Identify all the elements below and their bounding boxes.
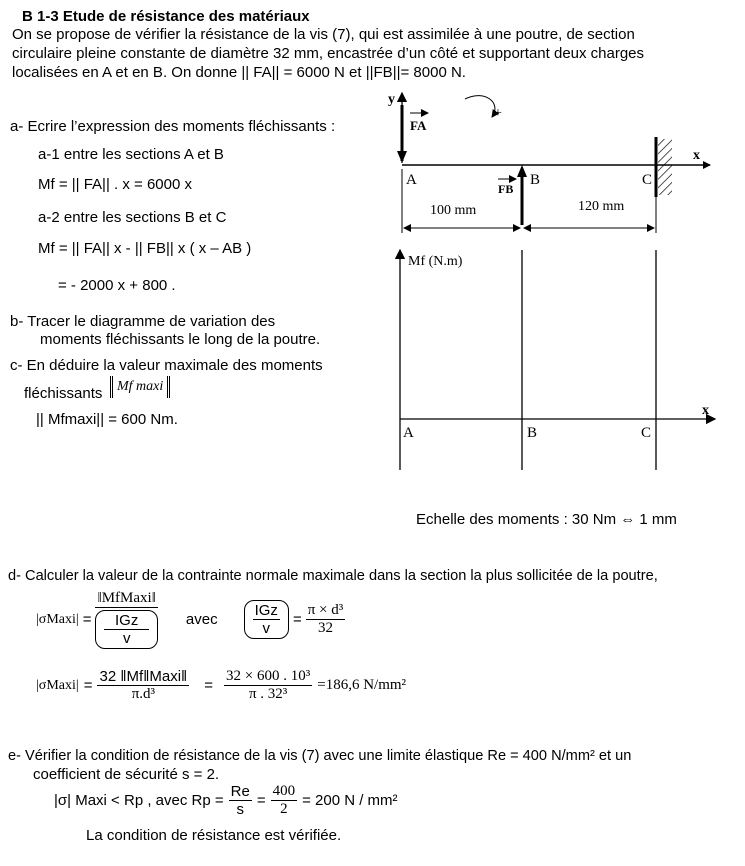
intro-line-3: localisées en A et en B. On donne || FA|| = 6000 N et ||FB||= 8000 N. [12,64,466,81]
part-d-statement: d- Calculer la valeur de la contrainte normale maximale dans la section la plus sollicitée de la poutre, [8,568,658,584]
moment-y-label: Mf (N.m) [408,254,463,269]
part-b-line-2: moments fléchissants le long de la poutre. [40,331,321,348]
moment-scale: Echelle des moments : 30 Nm ⇔ 1 mm [416,511,677,528]
moment-x-label: x [702,403,709,418]
beam-y-label: y [388,92,395,107]
numeric-fraction: $\frac{\text{32 × 600 . 10³}}{\text{π . 32³}}$ [226,668,311,702]
beam-point-b: B [530,172,541,188]
dim-ab-label: 100 mm [430,203,477,218]
part-d-formula-1: |σMaxi| = ‖MfMaxi‖ IGz v avec $\frac{\text{IGz}}{v}$ = $\frac{\text{π × d³}}{32}$ [36,590,344,647]
rotation-sign: + [494,106,502,121]
sigma-result: =186,6 N/mm² [317,677,407,693]
part-a2-formula: Mf = || FA|| x - || FB|| x ( x – AB ) [38,240,252,257]
beam-point-c: C [642,172,653,188]
force-b-label: FB [498,182,514,196]
part-e-formula: |σ| Maxi < Rp , avec Rp = $\frac{Re}{s}$ = $\frac{400}{2}$ = 200 N / mm² [54,783,398,818]
intro-line-1: On se propose de vérifier la résistance de la vis (7), qui est assimilée à une poutre, de section [12,26,635,43]
moment-point-b: B [527,425,538,441]
sigma-fraction: ‖MfMaxi‖ IGz v [97,590,156,647]
sigma-maxi: |σMaxi| [36,611,79,627]
moment-point-a: A [403,425,414,441]
beam-diagram [370,85,735,245]
dim-bc-label: 120 mm [578,199,625,214]
igz-fraction: $\frac{\text{π × d³}}{32}$ [307,602,344,636]
part-b-line-1: b- Tracer le diagramme de variation des [10,313,276,330]
part-a2-label: a-2 entre les sections B et C [38,209,227,226]
beam-x-label: x [693,148,700,163]
beam-point-a: A [406,172,417,188]
part-a-title: a- Ecrire l’expression des moments fléchissants : [10,118,336,135]
page-title: B 1-3 Etude de résistance des matériaux [22,8,310,25]
part-a1-formula: Mf = || FA|| . x = 6000 x [38,176,192,193]
moment-point-c: C [641,425,652,441]
part-d-formula-2: |σMaxi| = $\frac{\text{32 ‖Mf‖Maxi‖}}{\text{π.d³}}$ = $\frac{\text{32 × 600 . 10³}}{\text{π . 32³}}$ =186,6 N/mm² [36,668,407,702]
igz-v-fraction: $\frac{\text{IGz}}{v}$ [244,600,289,639]
sigma-calc-fraction: $\frac{\text{32 ‖Mf‖Maxi‖}}{\text{π.d³}}$ [99,668,188,702]
part-a1-label: a-1 entre les sections A et B [38,146,224,163]
part-e-statement-2: coefficient de sécurité s = 2. [33,766,220,783]
part-e-statement-1: e- Vérifier la condition de résistance de la vis (7) avec une limite élastique Re = 400 N/mm² et un [8,748,632,764]
moment-diagram [380,240,720,480]
part-c-result: || Mfmaxi|| = 600 Nm. [36,411,178,428]
clamp-hatch [658,139,672,195]
part-c-line-2: fléchissants [24,385,103,402]
force-a-label: FA [410,118,427,133]
part-c-line-1: c- En déduire la valeur maximale des moments [10,357,323,374]
part-e-conclusion: La condition de résistance est vérifiée. [86,827,342,844]
mf-maxi-box: Mf maxi [110,376,170,398]
part-a2-result: = - 2000 x + 800 . [58,277,176,294]
intro-line-2: circulaire pleine constante de diamètre 32 mm, encastrée d’un côté et supportant deux charges [12,45,645,62]
rotation-icon [465,96,495,117]
